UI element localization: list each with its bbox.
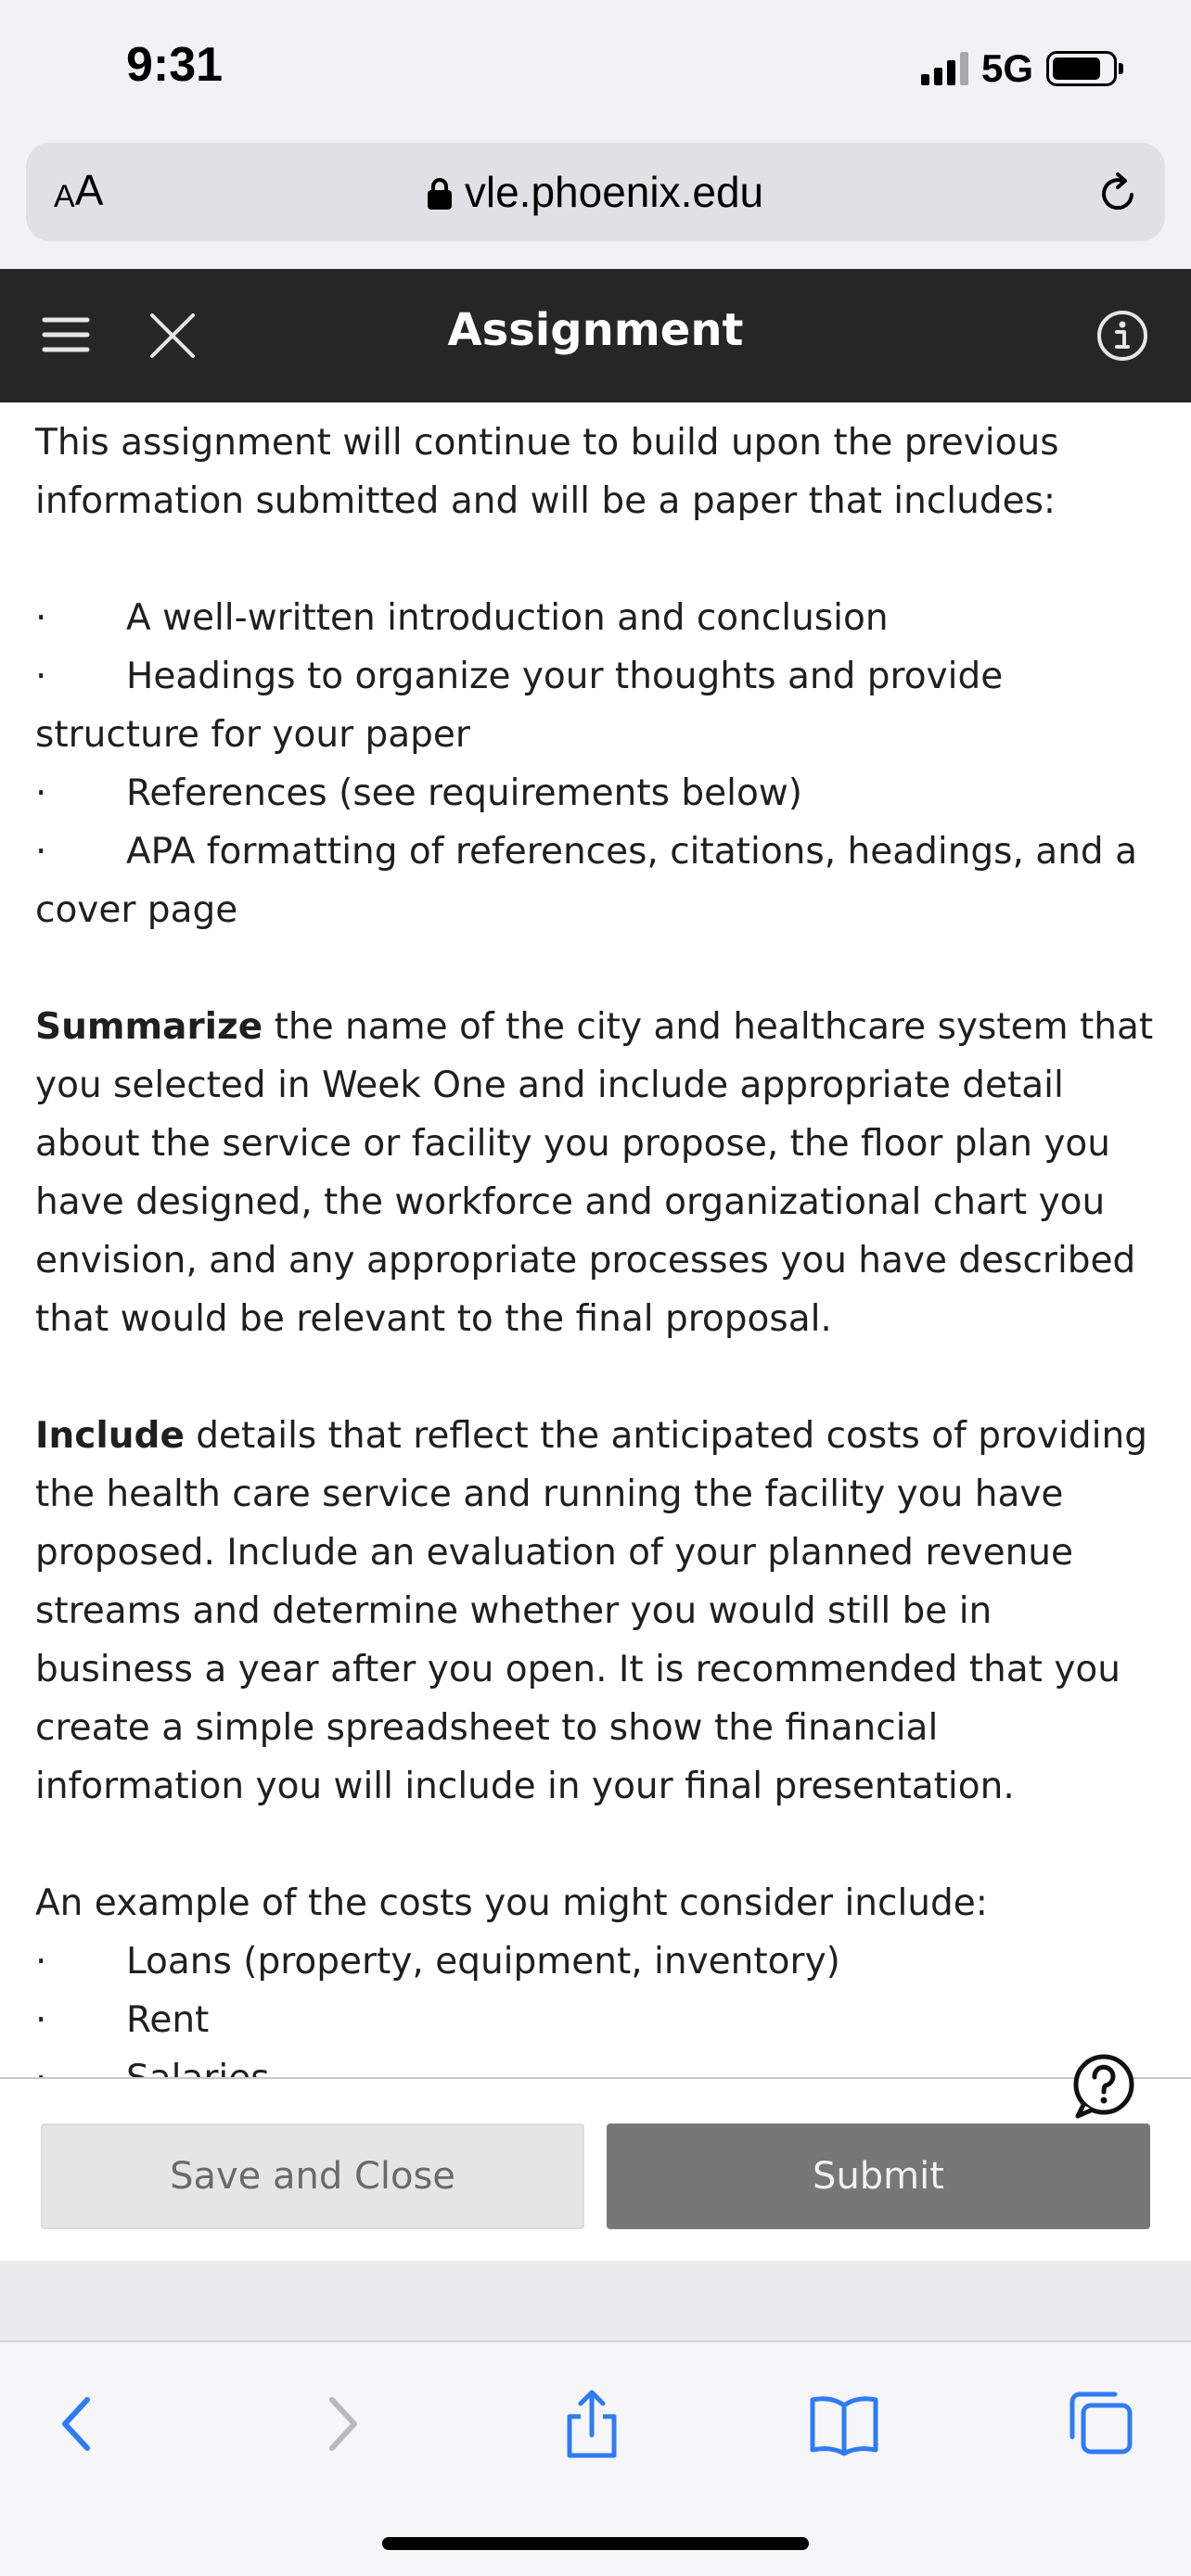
status-time: 9:31: [126, 38, 224, 92]
forward-icon[interactable]: [304, 2389, 375, 2459]
save-and-close-button[interactable]: Save and Close: [41, 2123, 584, 2229]
bullet-mark: ·: [35, 1999, 47, 2041]
list-item-text: Headings to organize your thoughts and provide structure for your paper: [35, 656, 1004, 756]
help-icon[interactable]: [1069, 2051, 1139, 2122]
bookmarks-icon[interactable]: [809, 2389, 879, 2459]
app-header: [0, 269, 1191, 402]
summarize-text: the name of the city and healthcare system that you selected in Week One and include appropriate detail about the service or facility you propose, the floor plan you have designed, the workforce and organizational chart you envision, and any appropriate processes you have described that would be relevant to the final proposal.: [35, 1006, 1154, 1340]
include-lead: Include: [35, 1415, 185, 1457]
list-item: [35, 647, 1154, 764]
action-bar: [0, 2077, 1191, 2261]
list-item: [35, 589, 1154, 647]
bullet-mark: ·: [35, 597, 47, 639]
status-bar: [0, 0, 1191, 137]
intro-paragraph: This assignment will continue to build upon the previous information submitted and will be a paper that includes:: [35, 422, 1059, 522]
list-item-text: APA formatting of references, citations, headings, and a cover page: [35, 831, 1137, 931]
signal-icon: [921, 52, 968, 85]
submit-button[interactable]: Submit: [607, 2123, 1150, 2229]
list-item: [35, 1932, 1154, 1991]
url-text: vle.phoenix.edu: [464, 168, 764, 216]
list-item: [35, 1991, 1154, 2049]
page-bottom-band: [0, 2261, 1191, 2342]
url-field[interactable]: [26, 163, 1165, 221]
tabs-icon[interactable]: [1065, 2389, 1135, 2459]
bullet-mark: ·: [35, 656, 47, 697]
bullet-mark: ·: [35, 772, 47, 814]
summarize-lead: Summarize: [35, 1006, 263, 1048]
battery-icon: [1046, 51, 1117, 86]
home-indicator: [382, 2537, 809, 2550]
list-item-text: Loans (property, equipment, inventory): [126, 1941, 840, 1983]
back-icon[interactable]: [45, 2389, 115, 2459]
assignment-content[interactable]: [0, 402, 1191, 2077]
list-item: [35, 764, 1154, 823]
info-icon[interactable]: [1096, 310, 1148, 362]
summarize-paragraph: [35, 998, 1154, 1348]
text-size-big-label: A: [74, 166, 104, 214]
list-item-text: References (see requirements below): [126, 772, 802, 814]
text-size-small-label: A: [54, 179, 75, 214]
status-indicators: [921, 43, 1117, 95]
list-item: [35, 823, 1154, 939]
include-text: details that reflect the anticipated costs of providing the health care service and running the facility you have proposed. Include an evaluation of your planned revenue streams and determine whether you would still be in business a year after you open. It is recommended that you create a simple spreadsheet to show the financial information you will include in your final presentation.: [35, 1415, 1147, 1807]
bullet-mark: ·: [35, 831, 47, 873]
share-icon[interactable]: [557, 2389, 627, 2459]
include-paragraph: [35, 1407, 1154, 1816]
list-item-text: Rent: [126, 1999, 210, 2041]
lock-icon: [428, 178, 452, 210]
list-item-text: A well-written introduction and conclusion: [126, 597, 889, 639]
reload-icon[interactable]: [1095, 171, 1141, 217]
bullet-mark: ·: [35, 1941, 47, 1983]
costs-intro: An example of the costs you might consider include:: [35, 1882, 988, 1924]
page-title: Assignment: [447, 304, 744, 356]
address-bar[interactable]: [26, 143, 1165, 241]
network-label: 5G: [980, 46, 1033, 90]
assignment-text: [35, 414, 1154, 2108]
